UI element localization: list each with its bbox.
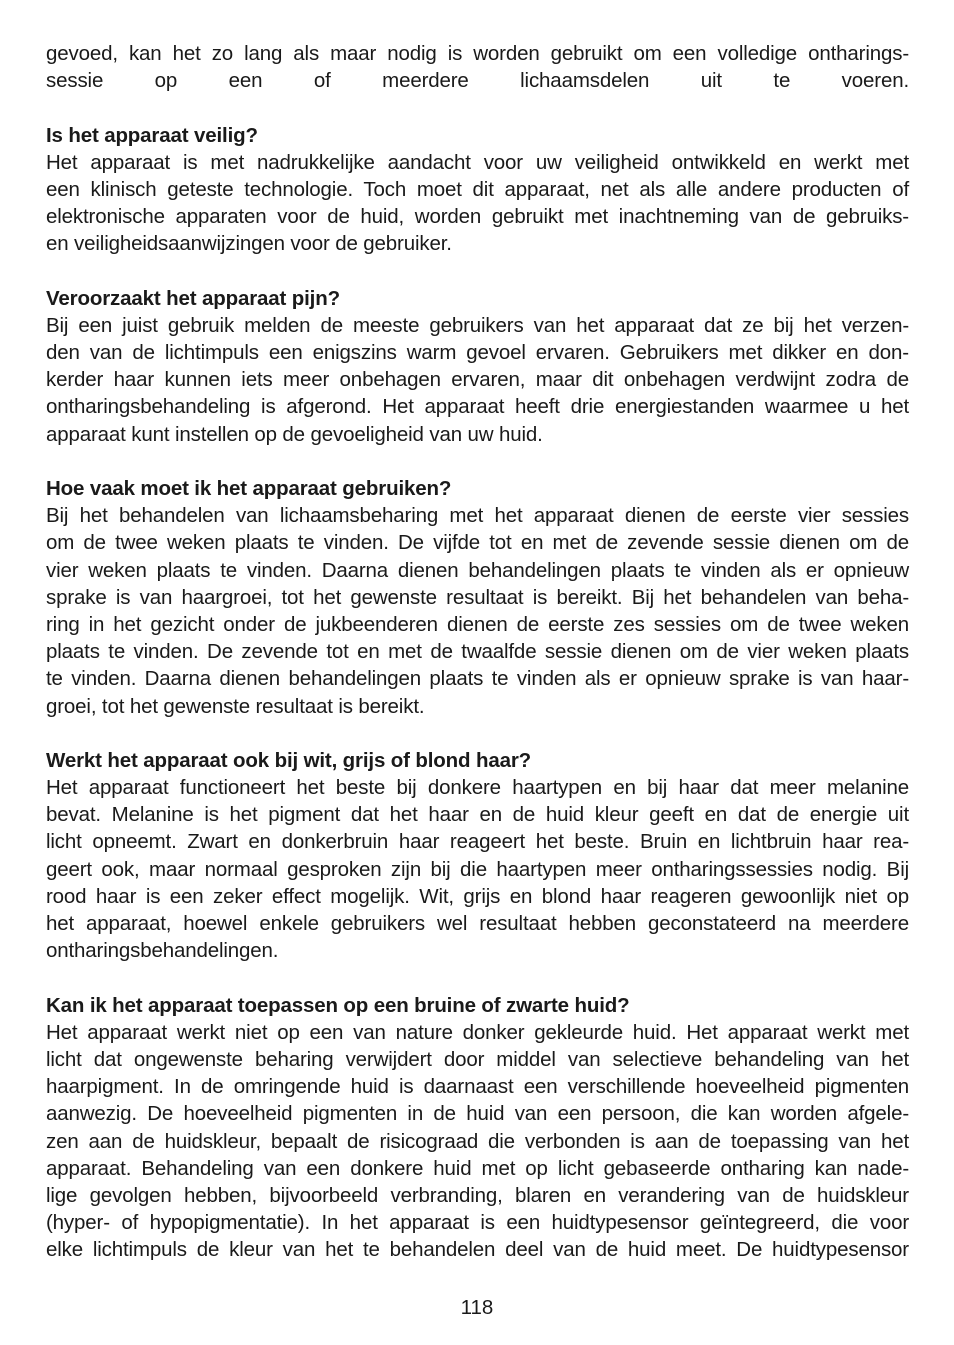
text-line: gevoed, kan het zo lang als maar nodig is worden gebruikt om een volledige ontharings- [46,42,909,65]
text-line: rood haar is een zeker effect mogelijk. Wit, grijs en blond haar reageren gewoonlijk niet op [46,884,909,908]
paragraph-gap [46,964,909,991]
text-line: Het apparaat is met nadrukkelijke aandacht voor uw veiligheid ontwikkeld en werkt met [46,150,909,174]
text-line: ring in het gezicht onder de jukbeenderen dienen de eerste zes sessies om de twee weken [46,612,909,636]
section-body [46,502,909,720]
text-line: vier weken plaats te vinden. Daarna dienen behandelingen plaats te vinden als er opnieuw [46,558,909,582]
text-line: het apparaat, hoewel enkele gebruikers wel resultaat hebben geconstateerd na meerdere [46,912,909,935]
text-line: groei, tot het gewenste resultaat is bereikt. [46,694,425,718]
text-line: den van de lichtimpuls een enigszins warm gevoel ervaren. Gebruikers met dikker en don- [46,341,909,365]
page-number: 118 [460,1296,494,1319]
text-line: elke lichtimpuls de kleur van het te behandelen deel van de huid meet. De huidtypesensor [46,1238,909,1262]
text-line: plaats te vinden. De zevende tot en met de twaalfde sessie dienen om de vier weken plaats [46,640,909,664]
text-line: licht dat ongewenste beharing verwijdert door middel van selectieve behandeling van het [46,1047,909,1071]
section-body [46,312,909,448]
text-line: ontharingsbehandelingen. [46,939,279,963]
text-line: ontharingsbehandeling is afgerond. Het apparaat heeft drie energiestanden waarmee u het [46,395,909,419]
section-heading: Hoe vaak moet ik het apparaat gebruiken? [46,477,452,500]
text-line: Bij een juist gebruik melden de meeste gebruikers van het apparaat dat ze bij het verzen- [46,313,909,337]
section-heading: Kan ik het apparaat toepassen op een bruine of zwarte huid? [46,993,630,1017]
section-body [46,1019,909,1264]
section-hair-color [46,747,909,965]
paragraph-gap [46,94,909,121]
text-line: Het apparaat functioneert het beste bij donkere haartypen en bij haar dat meer melanine [46,776,909,800]
text-line: apparaat. Behandeling van een donkere huid met op licht gebaseerde ontharing kan nade- [46,1156,909,1180]
text-line: geert ook, maar normaal gesproken zijn bij die haartypen meer ontharingssessies nodig. Bij [46,857,909,881]
section-heading: Werkt het apparaat ook bij wit, grijs of blond haar? [46,748,532,772]
text-line: Bij het behandelen van lichaamsbeharing met het apparaat dienen de eerste vier sessies [46,504,909,528]
text-line: sessie op een of meerdere lichaamsdelen uit te voeren. [46,69,909,93]
section-pain [46,285,909,448]
section-heading: Is het apparaat veilig? [46,123,258,147]
text-line: om de twee weken plaats te vinden. De vijfde tot en met de zevende sessie dienen om de [46,531,909,555]
text-line: bevat. Melanine is het pigment dat het haar en de huid kleur geeft en dat de energie uit [46,803,909,827]
text-line: haarpigment. In de omringende huid is daarnaast een verschillende hoeveelheid pigmenten [46,1075,909,1099]
document-page [46,40,909,1263]
paragraph-gap [46,720,909,747]
paragraph-gap [46,448,909,475]
text-line: (hyper- of hypopigmentatie). In het apparaat is een huidtypesensor geïntegreerd, die voor [46,1211,909,1235]
section-safety [46,122,909,258]
text-line: licht opneemt. Zwart en donkerbruin haar reageert het beste. Bruin en lichtbruin haar rea- [46,830,909,854]
section-skin-color [46,992,909,1264]
text-line: apparaat kunt instellen op de gevoeligheid van uw huid. [46,422,543,446]
section-body [46,149,909,258]
text-line: sprake is van haargroei, tot het gewenste resultaat is bereikt. Bij het behandelen van beha- [46,585,909,609]
text-line: en veiligheidsaanwijzingen voor de gebruiker. [46,232,452,256]
text-line: elektronische apparaten voor de huid, worden gebruikt met inachtneming van de gebruiks- [46,205,909,229]
text-line: lige gevolgen hebben, bijvoorbeeld verbranding, blaren en verandering van de huidskleur [46,1183,909,1207]
text-line: aanwezig. De hoeveelheid pigmenten in de huid van een persoon, die kan worden afgele- [46,1102,909,1126]
intro-paragraph [46,40,909,94]
paragraph-gap [46,258,909,285]
text-line: te vinden. Daarna dienen behandelingen plaats te vinden als er opnieuw sprake is van haar- [46,667,909,691]
text-line: zen aan de huidskleur, bepaalt de risicograad die verbonden is aan de toepassing van het [46,1129,909,1153]
section-frequency [46,475,909,720]
text-line: Het apparaat werkt niet op een van nature donker gekleurde huid. Het apparaat werkt met [46,1020,909,1044]
text-line: een klinisch geteste technologie. Toch moet dit apparaat, net als alle andere producten of [46,177,909,201]
section-body [46,774,909,964]
section-heading: Veroorzaakt het apparaat pijn? [46,286,340,310]
text-line: kerder haar kunnen iets meer onbehagen ervaren, maar dit onbehagen verdwijnt zodra de [46,368,909,392]
